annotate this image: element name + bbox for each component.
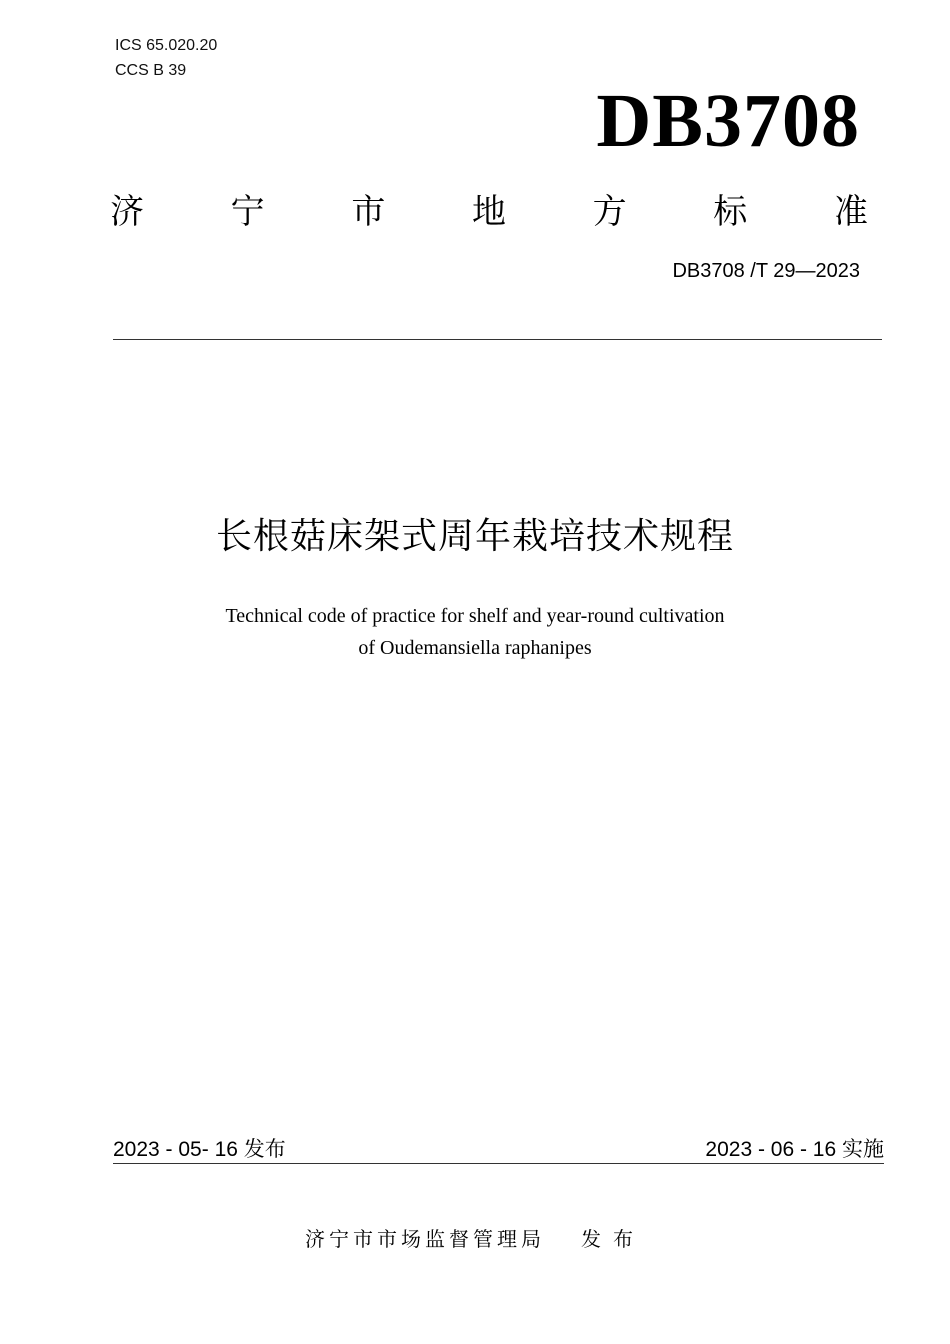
issue-date: 2023 - 05- 16 发布 [113, 1138, 286, 1161]
classification-block [115, 33, 217, 83]
issuer-action: 发布 [581, 1227, 645, 1251]
standard-type-char: 市 [351, 192, 386, 232]
standard-type-heading [110, 188, 868, 236]
document-title-english [150, 600, 800, 664]
bottom-divider [113, 1163, 884, 1164]
document-title-chinese: 长根菇床架式周年栽培技术规程 [215, 516, 734, 557]
standard-type-char: 准 [833, 192, 868, 232]
standard-type-char: 宁 [230, 192, 265, 232]
english-title-line-2: of Oudemansiella raphanipes [358, 637, 592, 659]
top-divider [113, 339, 882, 340]
standard-number: DB3708 /T 29—2023 [672, 260, 860, 282]
standard-type-char: 地 [471, 192, 506, 232]
standard-type-char: 方 [592, 192, 627, 232]
ccs-code: CCS B 39 [115, 62, 187, 79]
standard-code-heading: DB3708 [596, 79, 860, 163]
standard-type-char: 济 [110, 192, 144, 232]
ics-code: ICS 65.020.20 [115, 37, 218, 54]
standard-type-char: 标 [713, 192, 748, 232]
english-title-line-1: Technical code of practice for shelf and year-round cultivation [225, 605, 725, 627]
implementation-date: 2023 - 06 - 16 实施 [705, 1138, 884, 1161]
issuer-line [0, 1224, 950, 1254]
issuer-name: 济宁市市场监督管理局 [305, 1227, 545, 1251]
